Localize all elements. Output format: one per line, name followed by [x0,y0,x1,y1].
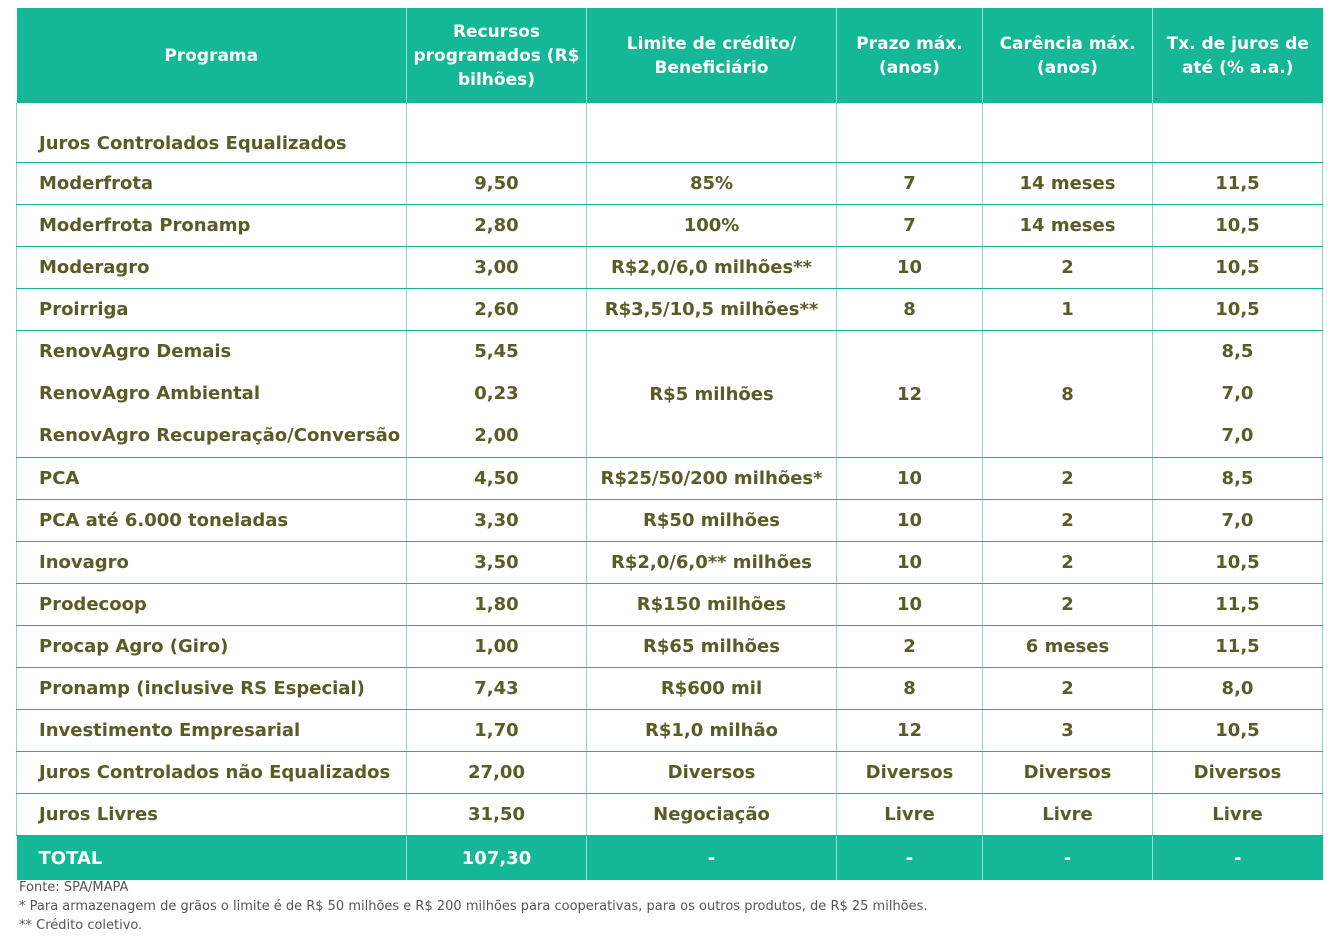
credit-programs-table [16,8,1323,880]
cell-juros-line: 7,0 [1221,425,1254,446]
cell-carencia: 2 [983,247,1153,289]
cell-recursos: 2,80 [407,205,587,247]
cell-programa: PCA até 6.000 toneladas [17,500,407,542]
cell-limite: 100% [587,205,837,247]
cell-carencia: 2 [983,500,1153,542]
cell-recursos: 3,50 [407,542,587,584]
cell-juros: Livre [1153,794,1323,836]
cell-carencia: 2 [983,584,1153,626]
cell-programa-line: RenovAgro Demais [39,341,232,362]
cell-recursos: 2,60 [407,289,587,331]
cell-carencia: 3 [983,710,1153,752]
cell-recursos: 31,50 [407,794,587,836]
cell-programa-line: RenovAgro Recuperação/Conversão [39,425,401,446]
cell-programa: Investimento Empresarial [17,710,407,752]
cell-carencia: 14 meses [983,163,1153,205]
cell-limite: Diversos [587,752,837,794]
cell-programa-line: RenovAgro Ambiental [39,383,260,404]
cell-juros: 10,5 [1153,710,1323,752]
cell-limite: R$50 milhões [587,500,837,542]
cell-juros: 10,5 [1153,542,1323,584]
table-row [17,752,1323,794]
cell-prazo: 7 [837,163,983,205]
cell-carencia: 6 meses [983,626,1153,668]
cell-programa: Prodecoop [17,584,407,626]
total-prazo: - [837,836,983,881]
cell-programa: Juros Controlados não Equalizados [17,752,407,794]
total-label: TOTAL [17,836,407,881]
cell-carencia: Diversos [983,752,1153,794]
cell-prazo: 8 [837,289,983,331]
cell-juros: Diversos [1153,752,1323,794]
renovagro-row [17,331,1323,458]
cell-prazo: 12 [837,331,983,458]
cell-programa: Pronamp (inclusive RS Especial) [17,668,407,710]
cell-recursos: 3,30 [407,500,587,542]
cell-prazo: Diversos [837,752,983,794]
total-recursos: 107,30 [407,836,587,881]
header-recursos: Recursos programados (R$ bilhões) [407,8,587,103]
cell-juros: 10,5 [1153,205,1323,247]
cell-recursos: 1,80 [407,584,587,626]
cell-programa: Inovagro [17,542,407,584]
table-cell [1153,103,1323,163]
cell-prazo: 2 [837,626,983,668]
cell-programa: PCA [17,458,407,500]
cell-juros: 11,5 [1153,584,1323,626]
cell-juros: 8,5 [1153,458,1323,500]
cell-programa: Juros Livres [17,794,407,836]
table-row [17,626,1323,668]
cell-prazo: Livre [837,794,983,836]
cell-carencia: 2 [983,458,1153,500]
total-limite: - [587,836,837,881]
cell-recursos: 27,00 [407,752,587,794]
cell-carencia: 2 [983,542,1153,584]
header-limite: Limite de crédito/ Beneficiário [587,8,837,103]
cell-juros [1153,331,1323,458]
cell-recursos: 7,43 [407,668,587,710]
table-row [17,668,1323,710]
footnote-double-asterisk: ** Crédito coletivo. [19,918,143,933]
cell-recursos: 1,70 [407,710,587,752]
cell-juros: 10,5 [1153,289,1323,331]
cell-recursos: 4,50 [407,458,587,500]
total-carencia: - [983,836,1153,881]
cell-limite: R$5 milhões [587,331,837,458]
table-row [17,458,1323,500]
cell-juros: 8,0 [1153,668,1323,710]
cell-prazo: 10 [837,458,983,500]
total-row [17,836,1323,881]
credit-programs-table-wrapper [16,8,1322,880]
cell-limite: R$65 milhões [587,626,837,668]
table-row [17,500,1323,542]
cell-limite: R$25/50/200 milhões* [587,458,837,500]
cell-carencia: 2 [983,668,1153,710]
cell-limite: R$1,0 milhão [587,710,837,752]
footnote-single-asterisk: * Para armazenagem de grãos o limite é de R$ 50 milhões e R$ 200 milhões para cooperativas, para os outros produtos, de R$ 25 milhões. [19,899,928,914]
cell-programa: Moderfrota Pronamp [17,205,407,247]
header-prazo: Prazo máx. (anos) [837,8,983,103]
total-juros: - [1153,836,1323,881]
cell-prazo: 7 [837,205,983,247]
cell-limite: R$2,0/6,0 milhões** [587,247,837,289]
table-row [17,710,1323,752]
table-row [17,289,1323,331]
cell-recursos: 9,50 [407,163,587,205]
cell-juros: 10,5 [1153,247,1323,289]
cell-limite: R$2,0/6,0** milhões [587,542,837,584]
cell-programa: Proirriga [17,289,407,331]
cell-prazo: 8 [837,668,983,710]
cell-limite: R$150 milhões [587,584,837,626]
table-cell [587,103,837,163]
group-label: Juros Controlados Equalizados [17,103,407,163]
table-row [17,794,1323,836]
cell-limite: 85% [587,163,837,205]
cell-carencia: Livre [983,794,1153,836]
cell-carencia: 14 meses [983,205,1153,247]
table-cell [983,103,1153,163]
cell-juros: 11,5 [1153,163,1323,205]
cell-limite: R$600 mil [587,668,837,710]
cell-limite: Negociação [587,794,837,836]
cell-prazo: 12 [837,710,983,752]
table-row [17,542,1323,584]
table-header-row [17,8,1323,103]
footnotes [19,878,928,935]
cell-prazo: 10 [837,542,983,584]
table-row [17,584,1323,626]
cell-recursos: 1,00 [407,626,587,668]
cell-prazo: 10 [837,584,983,626]
cell-carencia: 8 [983,331,1153,458]
cell-recursos-line: 0,23 [474,383,519,404]
cell-programa: Moderagro [17,247,407,289]
cell-recursos: 3,00 [407,247,587,289]
table-row [17,163,1323,205]
source-note: Fonte: SPA/MAPA [19,880,129,895]
header-juros: Tx. de juros de até (% a.a.) [1153,8,1323,103]
cell-recursos-line: 2,00 [474,425,519,446]
cell-recursos-line: 5,45 [474,341,519,362]
cell-programa [17,331,407,458]
cell-juros: 7,0 [1153,500,1323,542]
cell-recursos [407,331,587,458]
cell-limite: R$3,5/10,5 milhões** [587,289,837,331]
cell-programa: Moderfrota [17,163,407,205]
cell-prazo: 10 [837,500,983,542]
header-programa: Programa [17,8,407,103]
table-row [17,247,1323,289]
cell-carencia: 1 [983,289,1153,331]
cell-prazo: 10 [837,247,983,289]
cell-programa: Procap Agro (Giro) [17,626,407,668]
group-row [17,103,1323,163]
header-carencia: Carência máx. (anos) [983,8,1153,103]
cell-juros-line: 8,5 [1221,341,1254,362]
table-cell [837,103,983,163]
table-cell [407,103,587,163]
table-body [17,103,1323,836]
cell-juros: 11,5 [1153,626,1323,668]
cell-juros-line: 7,0 [1221,383,1254,404]
table-row [17,205,1323,247]
